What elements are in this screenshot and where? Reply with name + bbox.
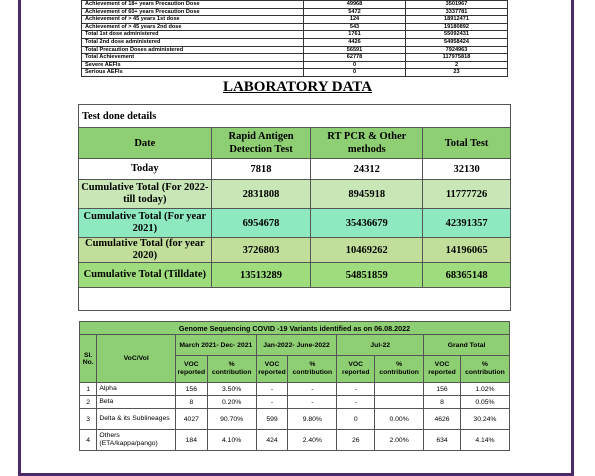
genome-cell-value — [375, 396, 424, 409]
vaccination-row — [82, 31, 508, 39]
lab-cell-rtpcr: 54851859 — [311, 263, 423, 288]
vaccination-row — [82, 69, 508, 77]
genome-cell-value: 1.02% — [460, 383, 509, 396]
vaccination-row — [82, 23, 508, 31]
vaccination-cell-state: 54958424 — [406, 38, 508, 46]
genome-header-voc: VoC/VoI — [97, 335, 176, 383]
vaccination-row-label: Achievement of > 45 years 2nd dose — [82, 23, 304, 31]
vaccination-cell-district: 124 — [304, 16, 406, 24]
vaccination-row-label: Severe AEFIs — [82, 61, 304, 69]
vaccination-row — [82, 46, 508, 54]
genome-row — [80, 430, 510, 451]
genome-cell-value: - — [337, 383, 375, 396]
vaccination-row — [82, 54, 508, 62]
vaccination-cell-state: 19180892 — [406, 23, 508, 31]
lab-row — [79, 209, 511, 238]
lab-header-total: Total Test — [423, 128, 511, 159]
genome-cell-variant: Others (ETA/kappa/pango) — [97, 430, 176, 451]
lab-cell-total: 42391357 — [423, 209, 511, 238]
vaccination-cell-district: 0 — [304, 69, 406, 77]
genome-cell-value: 0.20% — [207, 396, 256, 409]
vaccination-table-container — [81, 0, 508, 76]
genome-cell-value: 30.24% — [460, 409, 509, 430]
genome-cell-value: 4027 — [176, 409, 208, 430]
lab-cell-rat: 13513289 — [211, 263, 311, 288]
vaccination-cell-state: 7924963 — [406, 46, 508, 54]
genome-row — [80, 409, 510, 430]
vaccination-cell-state: 2 — [406, 61, 508, 69]
vaccination-row-label: Total Precaution Doses administered — [82, 46, 304, 54]
vaccination-row — [82, 1, 508, 9]
genome-cell-value: 9.80% — [288, 409, 337, 430]
genome-period-header: Jul-22 — [337, 335, 424, 356]
vaccination-cell-district: 4426 — [304, 38, 406, 46]
genome-cell-value: 424 — [256, 430, 288, 451]
lab-cell-rtpcr: 35436679 — [311, 209, 423, 238]
genome-cell-value: 8 — [424, 396, 461, 409]
genome-cell-value: 4.14% — [460, 430, 509, 451]
lab-cell-rat: 2831808 — [211, 180, 311, 209]
vaccination-row — [82, 38, 508, 46]
lab-table — [78, 104, 511, 311]
genome-title: Genome Sequencing COVID -19 Variants identified as on 06.08.2022 — [80, 322, 510, 335]
genome-cell-slno: 1 — [80, 383, 97, 396]
vaccination-row-label: Achievement of 18+ years Precaution Dose — [82, 1, 304, 9]
laboratory-data-title: LABORATORY DATA — [222, 79, 373, 95]
vaccination-row-label: Total 1st dose administered — [82, 31, 304, 39]
vaccination-cell-district: 62778 — [304, 54, 406, 62]
genome-cell-value: 0.00% — [375, 409, 424, 430]
genome-sub-pct: % contribution — [207, 356, 256, 383]
lab-header-rat: Rapid Antigen Detection Test — [211, 128, 311, 159]
vaccination-row-label: Achievement of 60+ years Precaution Dose — [82, 8, 304, 16]
vaccination-cell-district: 5472 — [304, 8, 406, 16]
vaccination-row — [82, 16, 508, 24]
vaccination-cell-district: 0 — [304, 61, 406, 69]
genome-cell-value: 2.40% — [288, 430, 337, 451]
lab-row-label: Cumulative Total (For 2022- till today) — [79, 180, 212, 209]
lab-row-label: Cumulative Total (For year 2021) — [79, 209, 212, 238]
lab-row — [79, 238, 511, 263]
vaccination-cell-state: 18912471 — [406, 16, 508, 24]
lab-cell-total: 68365148 — [423, 263, 511, 288]
lab-blank-row — [79, 288, 511, 311]
genome-period-header: Jan-2022- June-2022 — [256, 335, 337, 356]
genome-sub-voc: VOC reported — [424, 356, 461, 383]
vaccination-row-label: Total Achievement — [82, 54, 304, 62]
lab-row-label: Today — [79, 159, 212, 180]
genome-cell-value: 156 — [176, 383, 208, 396]
vaccination-cell-district: 1761 — [304, 31, 406, 39]
genome-sub-pct: % contribution — [288, 356, 337, 383]
vaccination-cell-district: 56591 — [304, 46, 406, 54]
genome-cell-value: 2.00% — [375, 430, 424, 451]
genome-cell-value: - — [337, 396, 375, 409]
vaccination-row-label: Total 2nd dose administered — [82, 38, 304, 46]
lab-cell-rtpcr: 8945918 — [311, 180, 423, 209]
lab-cell-total: 32130 — [423, 159, 511, 180]
genome-cell-slno: 4 — [80, 430, 97, 451]
genome-sub-voc: VOC reported — [176, 356, 208, 383]
genome-header-slno: Sl. No. — [80, 335, 97, 383]
genome-cell-slno: 3 — [80, 409, 97, 430]
genome-cell-value: - — [256, 383, 288, 396]
genome-period-header: Grand Total — [424, 335, 510, 356]
vaccination-cell-state: 3501967 — [406, 1, 508, 9]
vaccination-cell-district: 543 — [304, 23, 406, 31]
genome-row — [80, 396, 510, 409]
genome-cell-slno: 2 — [80, 396, 97, 409]
lab-cell-rtpcr: 10469262 — [311, 238, 423, 263]
genome-cell-variant: Delta & its Sublineages — [97, 409, 176, 430]
lab-cell-rat: 6954678 — [211, 209, 311, 238]
genome-cell-value: 90.70% — [207, 409, 256, 430]
genome-cell-value — [375, 383, 424, 396]
genome-row — [80, 383, 510, 396]
vaccination-row — [82, 8, 508, 16]
lab-cell-rat: 3726803 — [211, 238, 311, 263]
genome-cell-value: 8 — [176, 396, 208, 409]
vaccination-row — [82, 61, 508, 69]
genome-sub-voc: VOC reported — [337, 356, 375, 383]
vaccination-cell-state: 3337781 — [406, 8, 508, 16]
genome-table-container — [79, 321, 510, 451]
genome-sub-pct: % contribution — [460, 356, 509, 383]
genome-cell-value: 634 — [424, 430, 461, 451]
genome-cell-value: - — [288, 383, 337, 396]
lab-header-rtpcr: RT PCR & Other methods — [311, 128, 423, 159]
lab-row-label: Cumulative Total (for year 2020) — [79, 238, 212, 263]
genome-cell-value: - — [256, 396, 288, 409]
genome-sub-pct: % contribution — [375, 356, 424, 383]
vaccination-row-label: Achievement of > 45 years 1st dose — [82, 16, 304, 24]
genome-cell-value: 0 — [337, 409, 375, 430]
vaccination-row-label: Serious AEFIs — [82, 69, 304, 77]
genome-cell-value: 4626 — [424, 409, 461, 430]
vaccination-cell-state: 117975818 — [406, 54, 508, 62]
vaccination-cell-state: 55092431 — [406, 31, 508, 39]
lab-cell-total: 14196065 — [423, 238, 511, 263]
lab-cell-total: 11777726 — [423, 180, 511, 209]
genome-cell-value: 26 — [337, 430, 375, 451]
genome-cell-variant: Beta — [97, 396, 176, 409]
vaccination-cell-district: 49968 — [304, 1, 406, 9]
lab-header-date: Date — [79, 128, 212, 159]
genome-cell-value: 156 — [424, 383, 461, 396]
genome-period-header: March 2021- Dec- 2021 — [176, 335, 257, 356]
genome-cell-value: 3.50% — [207, 383, 256, 396]
genome-cell-variant: Alpha — [97, 383, 176, 396]
lab-row — [79, 263, 511, 288]
vaccination-table — [81, 0, 508, 77]
lab-caption: Test done details — [79, 105, 511, 128]
lab-table-container — [78, 104, 511, 311]
genome-cell-value: 0.05% — [460, 396, 509, 409]
lab-row — [79, 159, 511, 180]
lab-cell-rat: 7818 — [211, 159, 311, 180]
lab-row — [79, 180, 511, 209]
genome-cell-value: 184 — [176, 430, 208, 451]
genome-table — [79, 321, 510, 451]
lab-cell-rtpcr: 24312 — [311, 159, 423, 180]
vaccination-cell-state: 23 — [406, 69, 508, 77]
genome-sub-voc: VOC reported — [256, 356, 288, 383]
genome-cell-value: 4.10% — [207, 430, 256, 451]
genome-cell-value: 599 — [256, 409, 288, 430]
lab-row-label: Cumulative Total (Tilldate) — [79, 263, 212, 288]
lab-blank-cell — [79, 288, 511, 311]
genome-cell-value: - — [288, 396, 337, 409]
